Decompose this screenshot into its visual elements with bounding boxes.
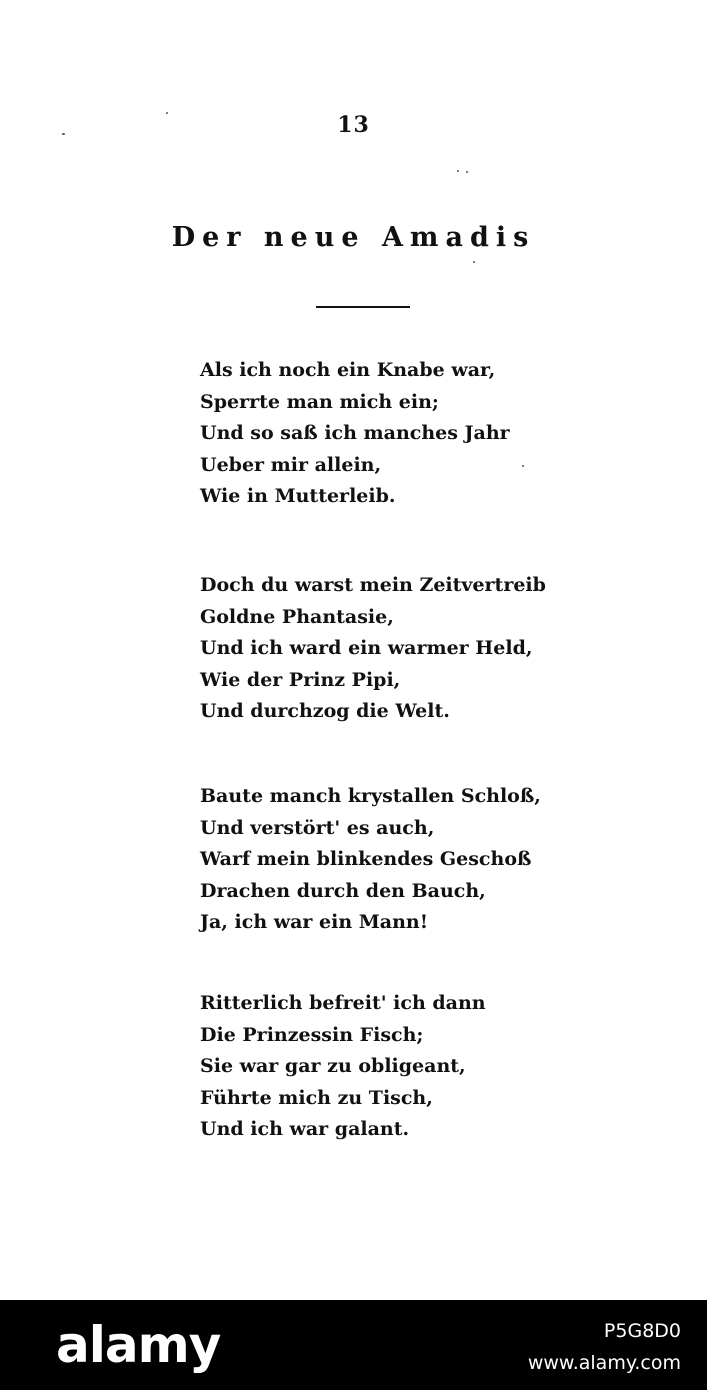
verse-line: Als ich noch ein Knabe war, [200, 359, 496, 381]
title-rule [316, 306, 410, 308]
verse-line: Und verstört' es auch, [200, 816, 435, 839]
scan-speck [473, 261, 475, 263]
verse-line: Sie war gar zu obligeant, [200, 1055, 466, 1077]
verse-line: Und durchzog die Welt. [200, 700, 450, 722]
image-id: P5G8D0 [603, 1320, 681, 1342]
poem-title: Der neue Amadis [171, 222, 536, 253]
verse-line: Warf mein blinkendes Geschoß [200, 848, 532, 870]
verse-line: Ueber mir allein, [200, 453, 382, 476]
verse-line: Führte mich zu Tisch, [200, 1086, 433, 1109]
verse-line: Goldne Phantasie, [200, 605, 394, 628]
site-url: www.alamy.com [527, 1352, 681, 1374]
brand-logo: alamy [56, 1316, 221, 1374]
verse-line: Ritterlich befreit' ich dann [200, 992, 486, 1014]
stanza-3 [200, 781, 620, 939]
verse-line: Wie der Prinz Pipi, [200, 668, 401, 691]
stanza-2 [200, 570, 620, 728]
verse-line: Sperrte man mich ein; [200, 390, 439, 413]
verse-line: Die Prinzessin Fisch; [200, 1023, 424, 1046]
verse-line: Und so saß ich manches Jahr [200, 422, 510, 444]
verse-line: Baute manch krystallen Schloß, [200, 785, 541, 807]
page-number: 13 [337, 112, 370, 138]
verse-line: Und ich ward ein warmer Held, [200, 637, 533, 659]
stanza-4 [200, 988, 620, 1146]
verse-line: Wie in Mutterleib. [200, 485, 396, 507]
verse-line: Und ich war galant. [200, 1118, 410, 1140]
verse-line: Ja, ich war ein Mann! [200, 911, 429, 933]
verse-line: Doch du warst mein Zeitvertreib [200, 574, 546, 596]
scan-speck [457, 170, 459, 172]
verse-line: Drachen durch den Bauch, [200, 879, 486, 902]
stanza-1 [200, 355, 620, 513]
stock-watermark-bar [0, 1300, 707, 1390]
scan-speck [466, 171, 468, 173]
